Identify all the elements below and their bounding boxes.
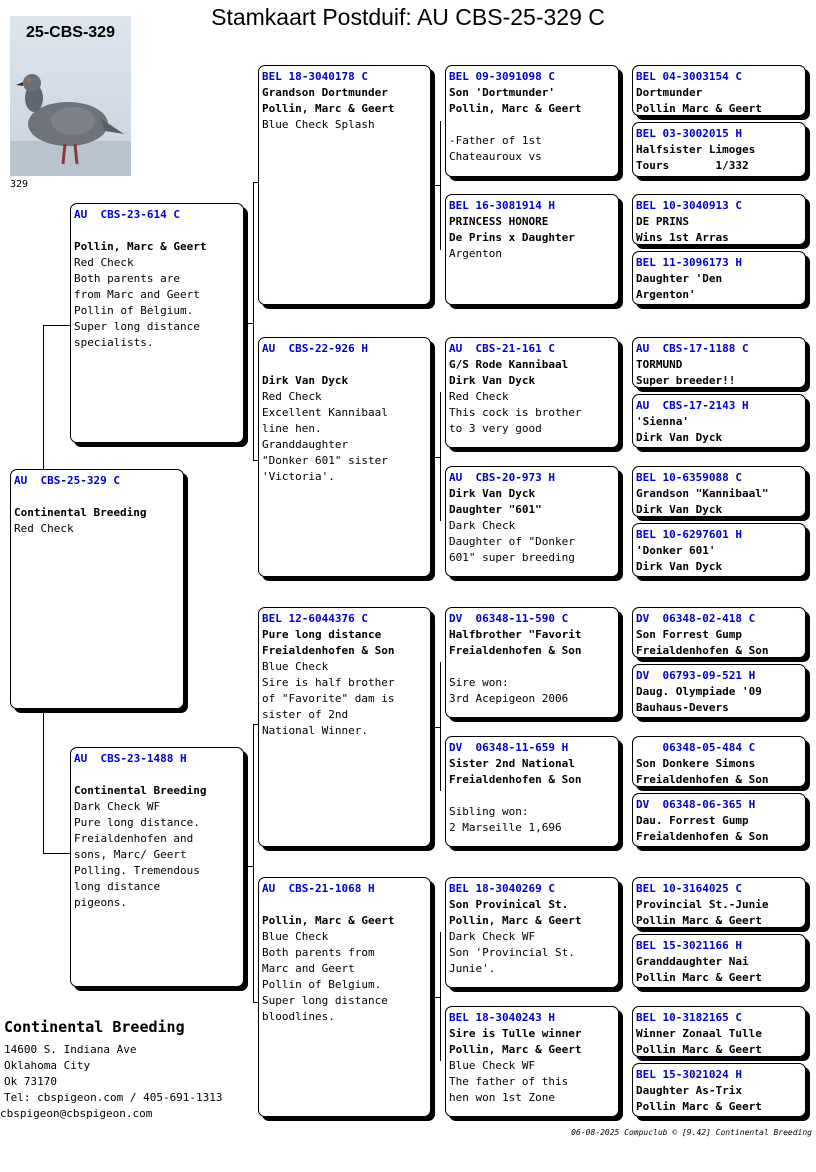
note-line: Polling. Tremendous [74,864,200,877]
note-line: Pollin of Belgium. [74,304,194,317]
pigeon-name: Pure long distance [262,628,382,641]
owner-name: Super breeder!! [636,374,736,387]
ring-number: BEL 11-3096173 H [636,256,742,269]
pedigree-box-gen5-6 [632,394,806,448]
ring-number: BEL 03-3002015 H [636,127,742,140]
note-line: -Father of 1st [449,134,542,147]
connector-line [244,323,254,324]
pigeon-name: Sire is Tulle winner [449,1027,582,1040]
pigeon-name: 'Donker 601' [636,544,716,557]
owner-name: Pollin Marc & Geert [636,1100,762,1113]
pigeon-name: DE PRINS [636,215,689,228]
note-line: Dark Check WF [74,800,161,813]
connector-line [431,457,441,458]
pedigree-box-gen5-3 [632,194,806,245]
pedigree-box-sire [70,203,244,443]
pigeon-name: Son 'Dortmunder' [449,86,555,99]
owner-name: Dirk Van Dyck [449,487,536,500]
note-line: of "Favorite" dam is [262,692,395,705]
owner-name: Freialdenhofen & Son [449,644,582,657]
pigeon-name: Daughter As-Trix [636,1084,742,1097]
ring-number: BEL 10-6297601 H [636,528,742,541]
pedigree-box-gen5-14 [632,934,806,988]
breeder-zip: Ok 73170 [4,1075,57,1088]
pigeon-name: Halfsister Limoges [636,143,756,156]
breeder-email: cbspigeon@cbspigeon.com [0,1107,153,1120]
ring-number: BEL 18-3040243 H [449,1011,555,1024]
owner-name: Pollin, Marc & Geert [262,102,395,115]
owner-name: Pollin Marc & Geert [636,971,762,984]
pedigree-box-gen5-5 [632,337,806,388]
pedigree-box-gen5-1 [632,65,806,116]
connector-line [43,325,70,326]
note-line: Sibling won: [449,805,529,818]
pigeon-name: Sister 2nd National [449,757,575,770]
pigeon-name: Granddaughter Nai [636,955,749,968]
connector-line [253,460,258,461]
pedigree-box-gen4-3 [445,337,619,448]
ring-number: BEL 18-3040178 C [262,70,368,83]
note-line: Chateauroux vs [449,150,542,163]
pedigree-box-gen5-8 [632,523,806,577]
note-line: Daughter of "Donker [449,535,575,548]
note-line: Red Check [262,390,322,403]
owner-name: De Prins x Daughter [449,231,575,244]
pigeon-name: Son Provinical St. [449,898,569,911]
connector-line [253,724,254,1002]
note-line: Granddaughter [262,438,349,451]
ring-number: DV 06793-09-521 H [636,669,756,682]
ring-number: BEL 04-3003154 C [636,70,742,83]
owner-name: Freialdenhofen & Son [449,773,582,786]
pigeon-name: PRINCESS HONORE [449,215,549,228]
connector-line [431,727,441,728]
note-line: Son 'Provincial St. [449,946,575,959]
pedigree-box-gen4-1 [445,65,619,177]
note-line: Blue Check [262,660,329,673]
pedigree-box-gen5-12 [632,793,806,847]
note-line: Sire won: [449,676,509,689]
note-line: Red Check [449,390,509,403]
pedigree-box-gen4-2 [445,194,619,305]
note-line: National Winner. [262,724,368,737]
pedigree-box-gen5-16 [632,1063,806,1117]
ring-number: BEL 10-3040913 C [636,199,742,212]
note-line: Both parents from [262,946,375,959]
pigeon-name: Daug. Olympiade '09 [636,685,762,698]
pedigree-box-dam [70,747,244,987]
note-line: The father of this [449,1075,569,1088]
ring-number: DV 06348-11-590 C [449,612,569,625]
connector-line [253,1002,258,1003]
connector-line [431,997,441,998]
note-line: Super long distance [74,320,200,333]
pigeon-name: Grandson "Kannibaal" [636,487,769,500]
note-line: Super long distance [262,994,388,1007]
ring-number: AU CBS-17-2143 H [636,399,749,412]
ring-number: DV 06348-06-365 H [636,798,756,811]
breeder-info [0,1018,223,1122]
pigeon-image [10,16,131,176]
owner-name: Argenton' [636,288,696,301]
pedigree-box-gen5-15 [632,1006,806,1057]
connector-line [253,182,258,183]
breeder-address: 14600 S. Indiana Ave [4,1043,137,1056]
pedigree-box-dam-sire [258,607,431,847]
note-line: Red Check [74,256,134,269]
pedigree-box-gen4-7 [445,877,619,988]
note-line: Dark Check [449,519,516,532]
ring-number: BEL 09-3091098 C [449,70,555,83]
pigeon-name: Winner Zonaal Tulle [636,1027,762,1040]
connector-line [43,709,44,853]
pigeon-name: Halfbrother "Favorit [449,628,582,641]
note-line [449,788,618,804]
note-line [449,659,618,675]
pigeon-name: TORMUND [636,358,683,371]
ring-number: AU CBS-22-926 H [262,342,368,355]
ring-number: AU CBS-23-1488 H [74,752,187,765]
photo-label: 25-CBS-329 [26,24,115,41]
note-line: 'Victoria'. [262,470,335,483]
ring-number: BEL 12-6044376 C [262,612,368,625]
connector-line [43,325,44,469]
owner-name: Pollin, Marc & Geert [262,914,395,927]
note-line: 2 Marseille 1,696 [449,821,562,834]
note-line: long distance [74,880,161,893]
ring-number: AU CBS-23-614 C [74,208,180,221]
owner-name: Dirk Van Dyck [449,374,536,387]
ring-number: BEL 15-3021024 H [636,1068,742,1081]
connector-line [43,853,70,854]
owner-name: Tours 1/332 [636,159,749,172]
note-line: 3rd Acepigeon 2006 [449,692,569,705]
note-line: to 3 very good [449,422,542,435]
owner-name: Pollin Marc & Geert [636,102,762,115]
pigeon-name: Provincial St.-Junie [636,898,769,911]
ring-number: BEL 18-3040269 C [449,882,555,895]
pedigree-box-sire-sire [258,65,431,305]
note-line: pigeons. [74,896,127,909]
pigeon-name: Grandson Dortmunder [262,86,388,99]
owner-name: Pollin Marc & Geert [636,914,762,927]
note-line: Argenton [449,247,502,260]
owner-name: Dirk Van Dyck [636,431,723,444]
ring-number: 06348-05-484 C [636,741,756,754]
pedigree-box-gen5-11 [632,736,806,787]
footer-credit: 06-08-2025 Compuclub © [9.42] Continental Breeding [571,1128,812,1137]
pigeon-name: Son Forrest Gump [636,628,742,641]
ring-number: BEL 10-3182165 C [636,1011,742,1024]
note-line: hen won 1st Zone [449,1091,555,1104]
owner-name: Bauhaus-Devers [636,701,729,714]
pedigree-box-gen5-13 [632,877,806,928]
breeder-city: Oklahoma City [4,1059,91,1072]
note-line: "Donker 601" sister [262,454,388,467]
ring-number: AU CBS-25-329 C [14,474,120,487]
owner-name: Freialdenhofen & Son [636,644,769,657]
note-line: sister of 2nd [262,708,349,721]
note-line: Blue Check [262,930,329,943]
owner-name: Continental Breeding [74,784,207,797]
note-line: This cock is brother [449,406,582,419]
pigeon-photo [10,16,131,176]
pedigree-box-gen5-7 [632,466,806,517]
owner-name: Freialdenhofen & Son [262,644,395,657]
page-title: Stamkaart Postduif: AU CBS-25-329 C [211,4,605,30]
photo-caption: 329 [10,179,29,190]
note-line: specialists. [74,336,154,349]
note-line [449,117,618,133]
pigeon-name: G/S Rode Kannibaal [449,358,569,371]
owner-name: Wins 1st Arras [636,231,729,244]
pedigree-box-gen4-8 [445,1006,619,1117]
owner-name: Pollin, Marc & Geert [449,914,582,927]
connector-line [253,724,258,725]
owner-name: Pollin Marc & Geert [636,1043,762,1056]
pedigree-box-gen4-6 [445,736,619,847]
pedigree-box-gen4-5 [445,607,619,718]
connector-line [431,185,441,186]
owner-name: Freialdenhofen & Son [636,773,769,786]
pedigree-box-gen5-4 [632,251,806,305]
ring-number: DV 06348-02-418 C [636,612,756,625]
owner-name: Pollin, Marc & Geert [74,240,207,253]
breeder-phone: Tel: cbspigeon.com / 405-691-1313 [4,1091,223,1104]
note-line: Sire is half brother [262,676,395,689]
owner-name: Pollin, Marc & Geert [449,102,582,115]
pedigree-box-gen5-2 [632,122,806,177]
pigeon-name: 'Sienna' [636,415,689,428]
pedigree-box-sire-dam [258,337,431,577]
ring-number: AU CBS-21-161 C [449,342,555,355]
note-line: Pollin of Belgium. [262,978,382,991]
note-line: from Marc and Geert [74,288,200,301]
owner-name: Continental Breeding [14,506,147,519]
connector-line [253,182,254,460]
ring-number: BEL 16-3081914 H [449,199,555,212]
pigeon-name: Dortmunder [636,86,703,99]
ring-number: AU CBS-20-973 H [449,471,555,484]
ring-number: BEL 10-3164025 C [636,882,742,895]
note-line: Both parents are [74,272,180,285]
owner-name: Pollin, Marc & Geert [449,1043,582,1056]
pedigree-box-gen5-10 [632,664,806,718]
owner-name: Freialdenhofen & Son [636,830,769,843]
note-line: Junie'. [449,962,496,975]
note-line: line hen. [262,422,322,435]
pigeon-name: Dau. Forrest Gump [636,814,749,827]
connector-line [244,866,254,867]
pigeon-name: Daughter 'Den [636,272,723,285]
pigeon-name: Daughter "601" [449,503,542,516]
ring-number: DV 06348-11-659 H [449,741,569,754]
pedigree-box-gen4-4 [445,466,619,577]
note-line: Red Check [14,522,74,535]
note-line: Marc and Geert [262,962,355,975]
ring-number: AU CBS-21-1068 H [262,882,375,895]
note-line: Dark Check WF [449,930,536,943]
ring-number: BEL 15-3021166 H [636,939,742,952]
owner-name: Dirk Van Dyck [262,374,349,387]
owner-name: Dirk Van Dyck [636,503,723,516]
pigeon-name: Son Donkere Simons [636,757,756,770]
note-line: Blue Check WF [449,1059,536,1072]
ring-number: AU CBS-17-1188 C [636,342,749,355]
note-line: Blue Check Splash [262,118,375,131]
ring-number: BEL 10-6359088 C [636,471,742,484]
pedigree-box-dam-dam [258,877,431,1117]
note-line: bloodlines. [262,1010,335,1023]
note-line: sons, Marc/ Geert [74,848,187,861]
note-line: Pure long distance. [74,816,200,829]
pedigree-box-subject [10,469,184,709]
note-line: Freialdenhofen and [74,832,194,845]
note-line: 601" super breeding [449,551,575,564]
breeder-name: Continental Breeding [4,1018,185,1036]
pedigree-box-gen5-9 [632,607,806,658]
owner-name: Dirk Van Dyck [636,560,723,573]
note-line: Excellent Kannibaal [262,406,388,419]
